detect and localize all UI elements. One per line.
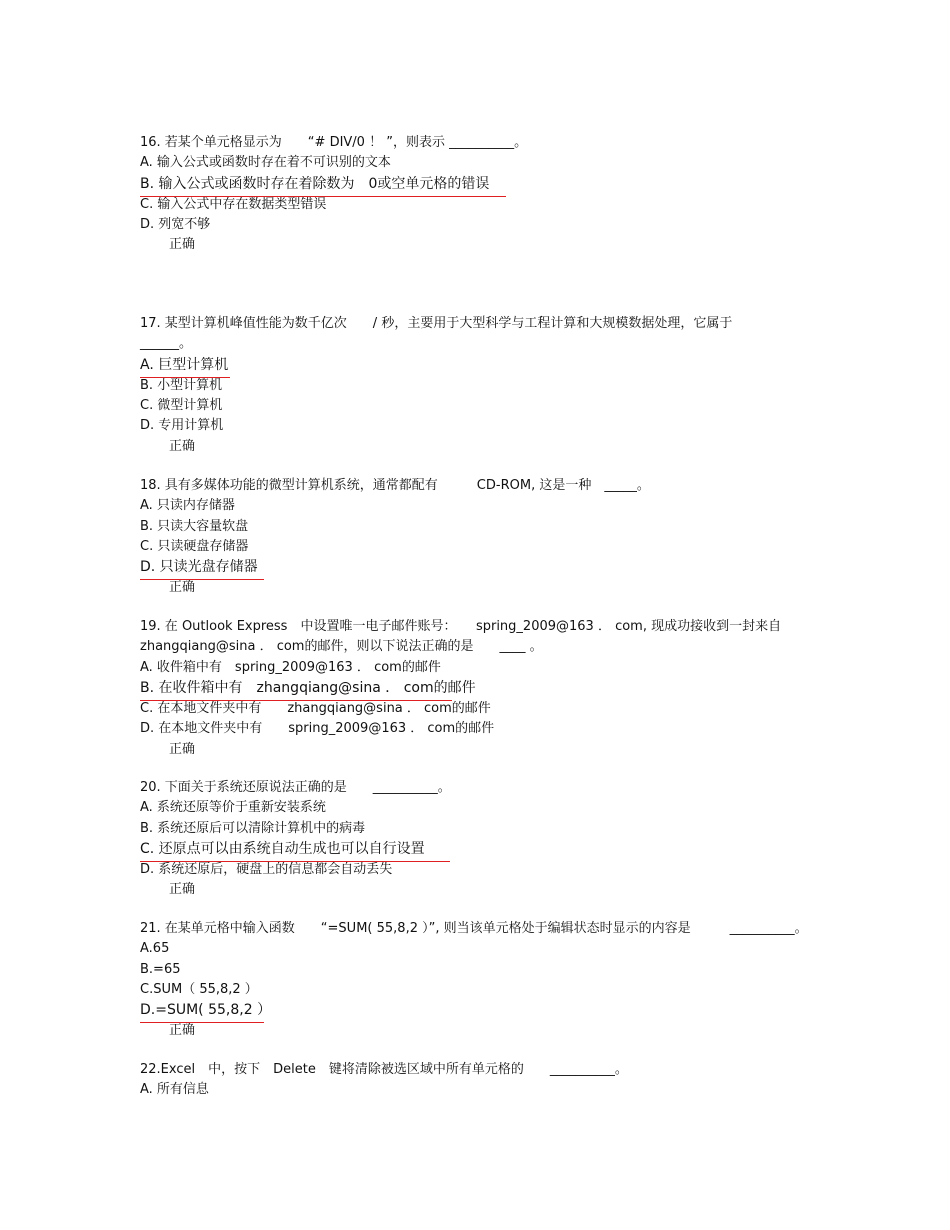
option-a: A.65 [140,941,170,957]
answer-underline [140,579,264,580]
question-17 [140,314,840,457]
result-label: 正确 [169,882,196,898]
option-c: C. 只读硬盘存储器 [140,538,249,554]
option-a: A. 输入公式或函数时存在着不可识别的文本 [140,155,391,171]
question-stem-continued: zhangqiang@sina ． com的邮件，则以下说法正确的是 ____ 。 [140,639,543,655]
question-22 [140,1060,840,1101]
result-label: 正确 [169,1023,196,1039]
question-18 [140,476,840,599]
option-a-correct: A. 巨型计算机 [140,355,228,375]
option-a: A. 系统还原等价于重新安装系统 [140,800,326,816]
question-stem: 20. 下面关于系统还原说法正确的是 __________。 [140,780,451,795]
option-d: D. 系统还原后，硬盘上的信息都会自动丢失 [140,862,393,878]
result-label: 正确 [169,580,196,596]
question-20 [140,778,840,901]
question-19 [140,617,840,760]
option-c: C. 在本地文件夹中有 zhangqiang@sina ． com的邮件 [140,701,491,717]
option-d-correct: D. 只读光盘存储器 [140,557,258,577]
question-stem: 21. 在某单元格中输入函数 “=SUM( 55,8,2 ）”, 则当该单元格处于编辑状态时显示的内容是 __________。 [140,921,808,936]
option-b: B. 只读大容量软盘 [140,518,249,534]
result-label: 正确 [169,741,196,757]
question-stem: 18. 具有多媒体功能的微型计算机系统，通常都配有 CD-ROM, 这是一种 _____。 [140,478,650,493]
option-b: B. 小型计算机 [140,377,223,393]
question-stem: 16. 若某个单元格显示为 “# DIV/0 ！ ”，则表示 __________。 [140,135,528,150]
result-label: 正确 [169,438,196,454]
answer-underline [140,700,452,701]
question-stem: 22.Excel 中，按下 Delete 键将清除被选区域中所有单元格的 __________。 [140,1062,628,1077]
option-a: A. 所有信息 [140,1082,209,1098]
answer-underline [140,196,506,197]
option-b: B. 系统还原后可以清除计算机中的病毒 [140,820,366,836]
question-21 [140,919,840,1042]
question-stem-continued: ______。 [140,336,193,352]
question-stem: 19. 在 Outlook Express 中设置唯一电子邮件账号： spring_2009@163 ． com, 现成功接收到一封来自 [140,619,782,634]
result-label: 正确 [169,237,196,253]
option-a: A. 收件箱中有 spring_2009@163 ． com的邮件 [140,659,441,675]
option-b-correct: B. 在收件箱中有 zhangqiang@sina ． com的邮件 [140,678,476,698]
option-b: B.=65 [140,961,181,977]
option-c: C. 输入公式中存在数据类型错误 [140,196,327,212]
option-d: D. 列宽不够 [140,217,211,233]
option-d: D. 在本地文件夹中有 spring_2009@163 ． com的邮件 [140,721,495,737]
option-c: C.SUM（ 55,8,2 ） [140,981,258,997]
question-stem: 17. 某型计算机峰值性能为数千亿次 / 秒，主要用于大型科学与工程计算和大规模数据处理，它属于 [140,316,733,331]
answer-underline [140,377,230,378]
option-d-correct: D.=SUM( 55,8,2 ） [140,1000,271,1020]
answer-underline [140,861,450,862]
option-c: C. 微型计算机 [140,398,223,414]
option-b-correct: B. 输入公式或函数时存在着除数为 0或空单元格的错误 [140,174,489,194]
answer-underline [140,1022,264,1023]
option-d: D. 专用计算机 [140,418,224,434]
option-c-correct: C. 还原点可以由系统自动生成也可以自行设置 [140,839,425,859]
question-16 [140,133,840,256]
option-a: A. 只读内存储器 [140,498,235,514]
